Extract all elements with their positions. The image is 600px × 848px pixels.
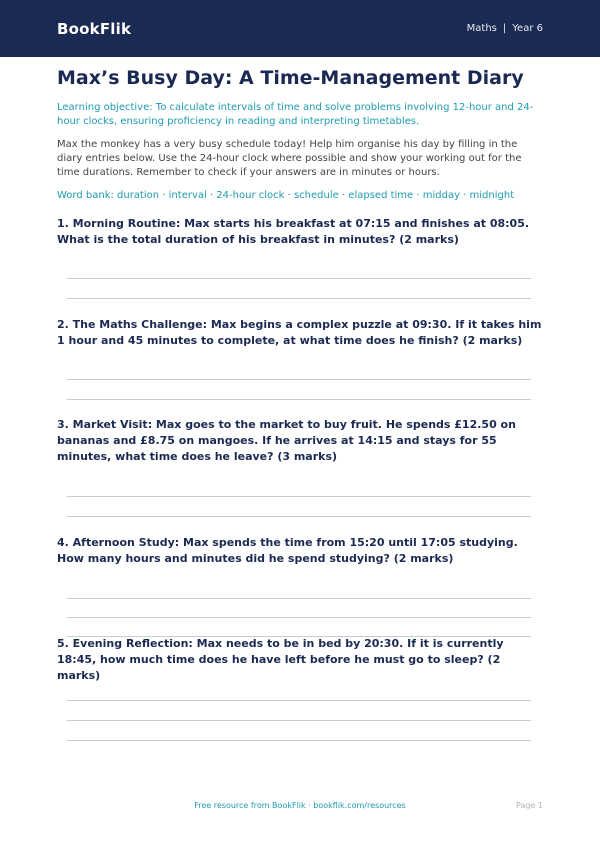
level-label: Year 6 [512,23,543,34]
answer-line[interactable] [67,298,531,299]
subject-label: Maths [466,23,497,34]
footer-credit[interactable]: Free resource from BookFlik · bookflik.com/resources [194,801,406,810]
question-text: 2. The Maths Challenge: Max begins a complex puzzle at 09:30. If it takes him 1 hour and 45 minutes to complete, at what time does he finish? (2 marks) [57,318,542,347]
header-separator: | [502,23,507,34]
answer-line[interactable] [67,700,531,701]
answer-line[interactable] [67,496,531,497]
page-number: Page 1 [516,801,543,810]
answer-line[interactable] [67,379,531,380]
worksheet-intro [57,66,543,203]
question-3 [57,417,543,465]
word-bank: Word bank: duration · interval · 24-hour clock · schedule · elapsed time · midday · midnight [57,190,515,201]
question-text: 5. Evening Reflection: Max needs to be in bed by 20:30. If it is currently 18:45, how much time does he have left before he must go to sleep? (2 marks) [57,637,504,682]
intro-text: Max the monkey has a very busy schedule today! Help him organise his day by filling in the diary entries below. Use the 24-hour clock where possible and show your working out for the time durations. Remember to check if your answers are in minutes or hours. [57,139,522,178]
question-text: 1. Morning Routine: Max starts his breakfast at 07:15 and finishes at 08:05. What is the total duration of his breakfast in minutes? (2 marks) [57,217,530,246]
brand-logo: BookFlik [57,19,132,38]
header-meta [467,23,543,34]
question-4 [57,535,543,567]
question-text: 3. Market Visit: Max goes to the market to buy fruit. He spends £12.50 on bananas and £8.75 on mangoes. If he arrives at 14:15 and stays for 55 minutes, what time does he leave? (3 marks) [57,418,516,463]
question-5 [57,636,543,684]
page-header [0,0,600,57]
answer-line[interactable] [67,598,531,599]
answer-line[interactable] [67,740,531,741]
learning-objective: Learning objective: To calculate intervals of time and solve problems involving 12-hour and 24-hour clocks, ensuring proficiency in reading and interpreting timetables. [57,102,534,127]
question-2 [57,317,543,349]
answer-line[interactable] [67,516,531,517]
answer-line[interactable] [67,617,531,618]
answer-line[interactable] [67,399,531,400]
page-title: Max’s Busy Day: A Time-Management Diary [57,67,524,89]
answer-line[interactable] [67,278,531,279]
answer-line[interactable] [67,720,531,721]
question-text: 4. Afternoon Study: Max spends the time from 15:20 until 17:05 studying. How many hours and minutes did he spend studying? (2 marks) [57,536,518,565]
question-1 [57,216,543,248]
